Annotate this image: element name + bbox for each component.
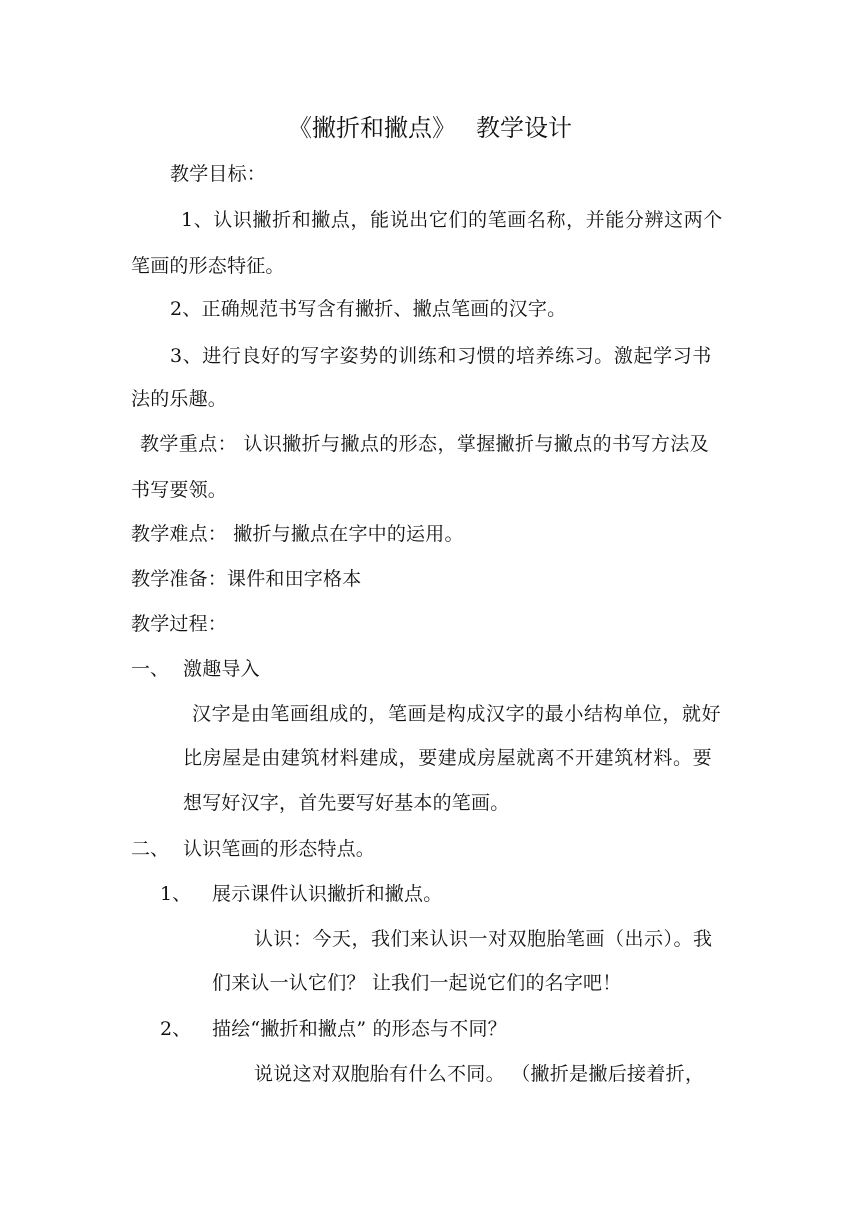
step-2-number: 2、 bbox=[160, 1018, 192, 1040]
title-sub: 教学设计 bbox=[476, 114, 572, 142]
objective-3-line1: 3、进行良好的写字姿势的训练和习惯的培养练习。激起学习书 bbox=[170, 345, 712, 367]
section-1-para-line2: 比房屋是由建筑材料建成，要建成房屋就离不开建筑材料。要 bbox=[183, 747, 713, 769]
process-heading: 教学过程： bbox=[131, 613, 228, 635]
step-1-title: 展示课件认识撇折和撇点。 bbox=[212, 883, 443, 905]
preparation: 教学准备：课件和田字格本 bbox=[131, 568, 362, 590]
section-1-title: 激趣导入 bbox=[183, 658, 260, 680]
section-2-title: 认识笔画的形态特点。 bbox=[183, 838, 376, 860]
objective-1-line1: 1、认识撇折和撇点，能说出它们的笔画名称，并能分辨这两个 bbox=[181, 209, 723, 231]
step-2-para-line1: 说说这对双胞胎有什么不同。 （撇折是撇后接着折， bbox=[254, 1063, 705, 1085]
page-title bbox=[0, 112, 860, 144]
key-points-line1: 教学重点： 认识撇折与撇点的形态，掌握撇折与撇点的书写方法及 bbox=[140, 433, 710, 455]
step-1-para-line1: 认识：今天，我们来认识一对双胞胎笔画（出示）。我 bbox=[254, 928, 713, 950]
objectives-heading: 教学目标： bbox=[170, 163, 267, 185]
section-1-para-line1: 汉字是由笔画组成的，笔画是构成汉字的最小结构单位，就好 bbox=[192, 703, 722, 725]
step-1-number: 1、 bbox=[160, 883, 192, 905]
title-main: 《撇折和撇点》 bbox=[288, 114, 456, 142]
step-2-title: 描绘“撇折和撇点” 的形态与不同？ bbox=[212, 1018, 507, 1040]
difficulties: 教学难点： 撇折与撇点在字中的运用。 bbox=[131, 523, 464, 545]
objective-2: 2、正确规范书写含有撇折、撇点笔画的汉字。 bbox=[170, 298, 567, 320]
section-1-para-line3: 想写好汉字，首先要写好基本的笔画。 bbox=[183, 792, 510, 814]
step-1-para-line2: 们来认一认它们？ 让我们一起说它们的名字吧！ bbox=[212, 972, 622, 994]
section-2-number: 二、 bbox=[131, 838, 170, 860]
objective-3-line2: 法的乐趣。 bbox=[131, 388, 228, 410]
key-points-line2: 书写要领。 bbox=[131, 479, 228, 501]
objective-1-line2: 笔画的形态特征。 bbox=[131, 255, 285, 277]
section-1-number: 一、 bbox=[131, 658, 170, 680]
